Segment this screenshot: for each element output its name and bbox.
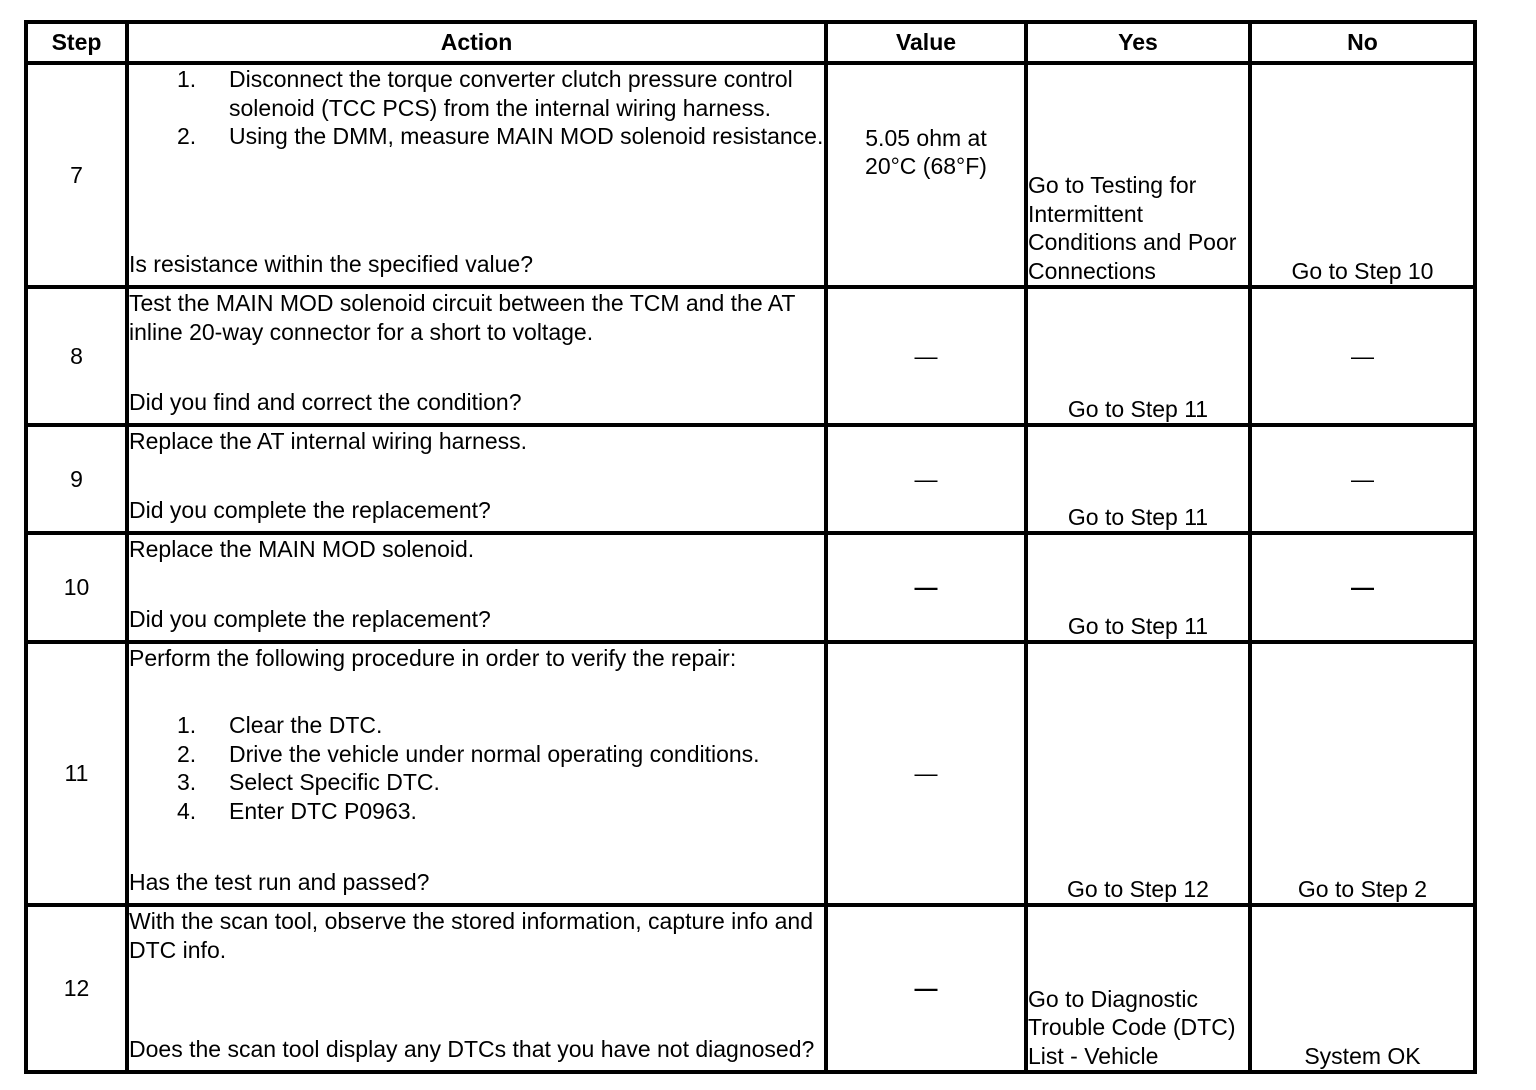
yes-cell [1026, 287, 1250, 425]
yes-cell [1026, 533, 1250, 642]
action-text: Replace the MAIN MOD solenoid. [129, 536, 475, 562]
list-item-number: 1. [177, 712, 197, 738]
no-cell [1250, 287, 1475, 425]
yes-cell [1026, 63, 1250, 287]
action-question: Is resistance within the specified value? [129, 250, 533, 277]
table-row [26, 425, 1475, 533]
yes-text: Go to Step 11 [1067, 503, 1209, 530]
list-item-number: 1. [177, 66, 197, 92]
value-text: — [914, 342, 938, 369]
list-item-number: 3. [177, 769, 197, 795]
action-cell [127, 533, 826, 642]
value-cell [826, 533, 1026, 642]
list-item-number: 2. [177, 740, 197, 767]
list-item-text: Clear the DTC. [229, 712, 383, 738]
yes-text: Go to Step 12 [1067, 875, 1209, 902]
list-item-text: Select Specific DTC. [229, 769, 440, 795]
value-cell [826, 425, 1026, 533]
list-item-number: 4. [177, 797, 197, 824]
value-text: — [914, 465, 938, 492]
no-cell [1250, 425, 1475, 533]
step-number: 11 [26, 642, 127, 905]
procedure-list [129, 711, 824, 825]
value-cell [826, 63, 1026, 287]
action-text: Test the MAIN MOD solenoid circuit between the TCM and the AT inline 20-way connector for a short to voltage. [129, 290, 796, 345]
no-text: — [1351, 465, 1374, 492]
value-cell [826, 287, 1026, 425]
table-row [26, 642, 1475, 905]
value-text: — [914, 975, 938, 1002]
no-cell [1250, 905, 1475, 1072]
value-text: — [914, 574, 938, 601]
header-no: No [1250, 22, 1475, 63]
action-cell [127, 287, 826, 425]
no-text: Go to Step 10 [1291, 257, 1434, 284]
list-item [129, 797, 824, 826]
value-text: — [914, 760, 938, 787]
header-value: Value [826, 22, 1026, 63]
action-question: Does the scan tool display any DTCs that you have not diagnosed? [129, 1035, 815, 1062]
no-text: System OK [1304, 1042, 1421, 1069]
list-item [129, 768, 824, 797]
no-text: Go to Step 2 [1297, 875, 1428, 902]
action-cell [127, 642, 826, 905]
list-item [129, 711, 824, 740]
action-text: Perform the following procedure in order to verify the repair: [129, 645, 737, 671]
value-cell [826, 905, 1026, 1072]
list-item-text: Disconnect the torque converter clutch pressure control solenoid (TCC PCS) from the internal wiring harness. [229, 66, 793, 121]
action-cell [127, 63, 826, 287]
list-item-number: 2. [177, 123, 197, 149]
step-number: 8 [26, 287, 127, 425]
no-cell [1250, 642, 1475, 905]
diagnostic-table [24, 20, 1477, 1074]
value-cell [826, 642, 1026, 905]
yes-cell [1026, 425, 1250, 533]
step-number: 7 [26, 63, 127, 287]
action-question: Did you complete the replacement? [129, 496, 491, 523]
header-yes: Yes [1026, 22, 1250, 63]
yes-cell [1026, 642, 1250, 905]
action-text: Replace the AT internal wiring harness. [129, 428, 528, 454]
no-cell [1250, 533, 1475, 642]
action-question: Did you find and correct the condition? [129, 388, 522, 415]
header-row [26, 22, 1475, 63]
yes-text: Go to Step 11 [1067, 395, 1209, 422]
list-item [129, 122, 824, 151]
header-action: Action [127, 22, 826, 63]
procedure-list [129, 65, 824, 151]
list-item-text: Enter DTC P0963. [229, 797, 417, 824]
list-item [129, 65, 824, 122]
diagnostic-table-container [24, 20, 1477, 1074]
table-row [26, 63, 1475, 287]
table-row [26, 905, 1475, 1072]
no-text: — [1351, 574, 1374, 601]
list-item-text: Drive the vehicle under normal operating conditions. [229, 740, 760, 767]
step-number: 12 [26, 905, 127, 1072]
step-number: 10 [26, 533, 127, 642]
action-cell [127, 425, 826, 533]
no-cell [1250, 63, 1475, 287]
action-text: With the scan tool, observe the stored information, capture info and DTC info. [129, 908, 813, 963]
value-text: 5.05 ohm at 20°C (68°F) [865, 124, 987, 179]
list-item-text: Using the DMM, measure MAIN MOD solenoid resistance. [229, 123, 824, 149]
yes-cell [1026, 905, 1250, 1072]
step-number: 9 [26, 425, 127, 533]
yes-text: Go to Testing for Intermittent Conditions and Poor Connections [1028, 172, 1237, 284]
yes-text: Go to Step 11 [1067, 612, 1209, 639]
header-step: Step [26, 22, 127, 63]
action-cell [127, 905, 826, 1072]
table-row [26, 287, 1475, 425]
action-question: Did you complete the replacement? [129, 605, 491, 632]
table-row [26, 533, 1475, 642]
action-question: Has the test run and passed? [129, 868, 430, 895]
no-text: — [1351, 342, 1374, 369]
list-item [129, 740, 824, 769]
yes-text: Go to Diagnostic Trouble Code (DTC) List - Vehicle [1028, 985, 1236, 1069]
